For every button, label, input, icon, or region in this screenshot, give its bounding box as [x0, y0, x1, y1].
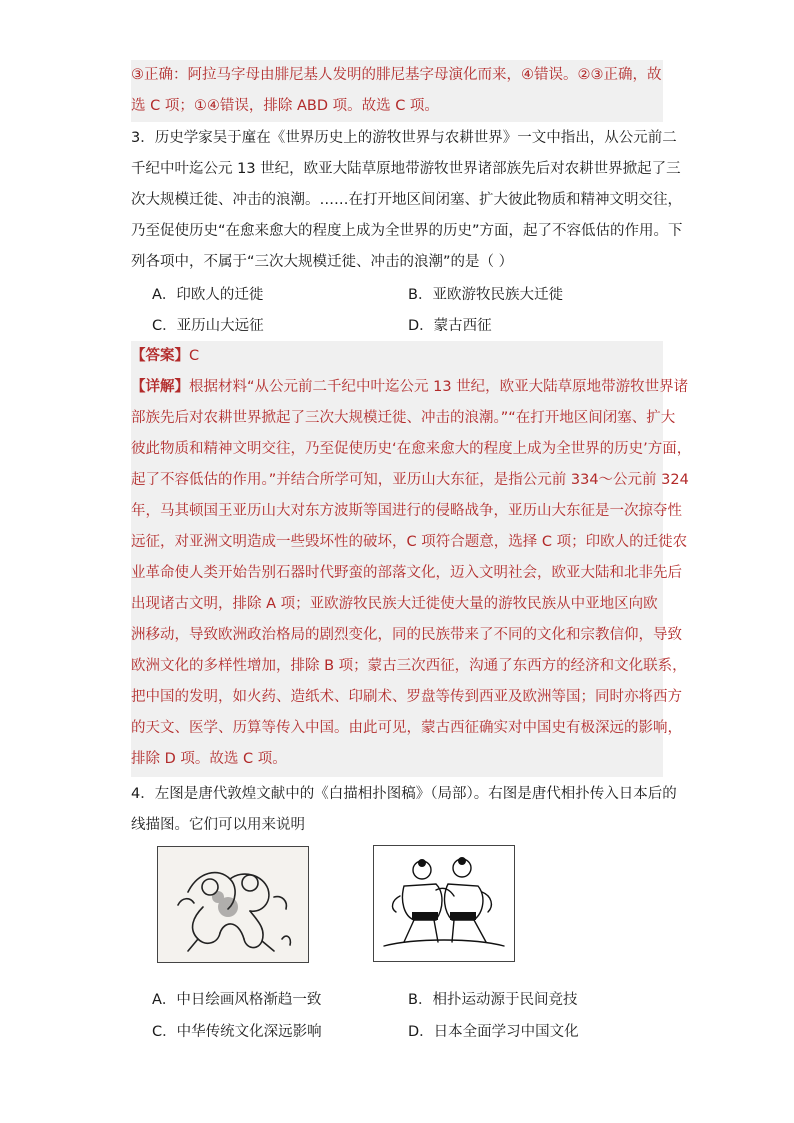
q4-option-b: B．相扑运动源于民间竞技: [408, 992, 578, 1008]
q3-stem-line: 列各项中，不属于“三次大规模迁徙、冲击的浪潮”的是（ ）: [131, 254, 514, 270]
q3-answer: C: [189, 348, 200, 364]
q3-option-d: D．蒙古西征: [408, 318, 492, 334]
q3-detail-line: 欧洲文化的多样性增加，排除 B 项；蒙古三次西征，沟通了东西方的经济和文化联系，: [131, 658, 687, 674]
q4-stem-line: 线描图。它们可以用来说明: [131, 817, 305, 833]
q3-answer-line: [131, 341, 663, 372]
q2-analysis-line-2: 选 C 项；①④错误，排除 ABD 项。故选 C 项。: [131, 98, 439, 114]
q3-detail-line: 出现诸古文明，排除 A 项；亚欧游牧民族大迁徙使大量的游牧民族从中亚地区向欧: [131, 596, 658, 612]
detail-tag: 【详解】: [131, 379, 189, 395]
q4-option-a: A．中日绘画风格渐趋一致: [152, 992, 322, 1008]
dunhuang-sumo-sketch: [157, 846, 309, 963]
answer-tag: 【答案】: [131, 348, 189, 364]
q2-analysis-block: [131, 60, 663, 122]
q3-detail-line: 洲移动，导致欧洲政治格局的剧烈变化，同的民族带来了不同的文化和宗教信仰，导致: [131, 627, 682, 643]
q3-detail-line: 彼此物质和精神文明交往，乃至促使历史‘在愈来愈大的程度上成为全世界的历史’方面，: [131, 441, 692, 457]
q3-stem-line: 千纪中叶迄公元 13 世纪，欧亚大陆草原地带游牧世界诸部族先后对农耕世界掀起了三: [131, 161, 681, 177]
q3-stem-line: 次大规模迁徙、冲击的浪潮。……在打开地区间闭塞、扩大彼此物质和精神文明交往，: [131, 192, 682, 208]
q3-stem-line: 3．历史学家吴于廑在《世界历史上的游牧世界与农耕世界》一文中指出，从公元前二: [131, 130, 677, 146]
q3-stem: [131, 123, 683, 278]
q3-detail-line: 排除 D 项。故选 C 项。: [131, 751, 287, 767]
q3-detail-line: 起了不容低估的作用。”并结合所学可知，亚历山大东征，是指公元前 334～公元前 324: [131, 472, 689, 488]
q4-stem-line: 4．左图是唐代敦煌文献中的《白描相扑图稿》（局部）。右图是唐代相扑传入日本后的: [131, 786, 677, 802]
q3-option-b: B．亚欧游牧民族大迁徙: [408, 287, 563, 303]
q4-stem: [131, 779, 677, 841]
japanese-sumo-drawing: [373, 845, 515, 962]
q3-option-c: C．亚历山大远征: [152, 318, 264, 334]
q4-option-c: C．中华传统文化深远影响: [152, 1024, 322, 1040]
q4-option-d: D．日本全面学习中国文化: [408, 1024, 579, 1040]
q3-answer-block: [131, 341, 692, 777]
q3-detail-line: 的天文、医学、历算等传入中国。由此可见，蒙古西征确实对中国史有极深远的影响，: [131, 720, 682, 736]
japanese-sumo-illustration: [374, 846, 514, 961]
dunhuang-sumo-illustration: [158, 847, 308, 962]
q3-detail-line: 年，马其顿国王亚历山大对东方波斯等国进行的侵略战争，亚历山大东征是一次掠夺性: [131, 503, 682, 519]
q3-detail-line: 把中国的发明，如火药、造纸术、印刷术、罗盘等传到西亚及欧洲等国；同时亦将西方: [131, 689, 682, 705]
q2-analysis-line-1: ③正确：阿拉马字母由腓尼基人发明的腓尼基字母演化而来，④错误。②③正确，故: [131, 67, 662, 83]
q3-detail-line: 远征，对亚洲文明造成一些毁坏性的破坏，C 项符合题意，选择 C 项；印欧人的迁徙农: [131, 534, 688, 550]
q3-option-a: A．印欧人的迁徙: [152, 287, 264, 303]
q3-detail-line: 业革命使人类开始告别石器时代野蛮的部落文化，迈入文明社会，欧亚大陆和北非先后: [131, 565, 682, 581]
q3-detail-line: 部族先后对农耕世界掀起了三次大规模迁徙、冲击的浪潮。”“在打开地区间闭塞、扩大: [131, 410, 676, 426]
q3-stem-line: 乃至促使历史“在愈来愈大的程度上成为全世界的历史”方面，起了不容低估的作用。下: [131, 223, 683, 239]
q3-detail-line: 【详解】根据材料“从公元前二千纪中叶迄公元 13 世纪，欧亚大陆草原地带游牧世界诸: [131, 379, 689, 395]
